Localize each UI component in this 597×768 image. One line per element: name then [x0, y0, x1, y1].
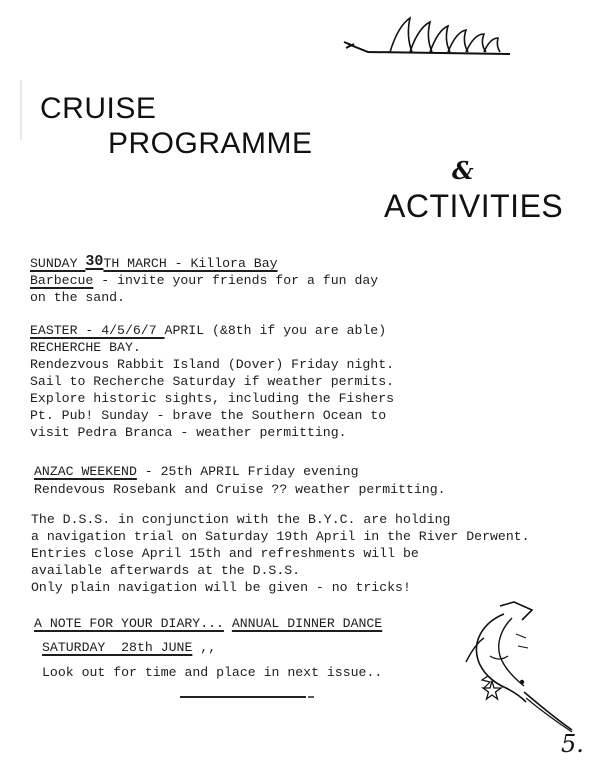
anzac-line-2: Rendevous Rosebank and Cruise ?? weather permitting. — [34, 482, 446, 497]
diary-note: A NOTE FOR YOUR DIARY... — [34, 616, 224, 631]
sunday-title — [30, 255, 278, 272]
sunday-line-3: on the sand. — [30, 290, 125, 305]
easter-body-line: Pt. Pub! Sunday - brave the Southern Ocean to — [30, 408, 387, 423]
diary-date: SATURDAY 28th JUNE — [42, 640, 193, 655]
page-number: 5. — [561, 730, 584, 758]
sunday-title-num: 30 — [85, 253, 104, 270]
easter-title-rest: APRIL (&8th if you are able) — [164, 323, 387, 338]
diary-event: ANNUAL DINNER DANCE — [231, 616, 383, 631]
easter-body-line: Explore historic sights, including the Fishers — [30, 391, 395, 406]
sailboats-illustration — [340, 14, 515, 64]
easter-title — [30, 322, 386, 339]
anzac-title — [34, 463, 358, 480]
heading-ampersand: & — [452, 156, 474, 185]
sunday-barbecue: Barbecue — [30, 273, 94, 288]
starfish-icon — [482, 680, 502, 700]
heading-activities: ACTIVITIES — [384, 188, 564, 224]
easter-body-line: Sail to Recherche Saturday if weather permits. — [30, 374, 395, 389]
easter-dates: EASTER - 4/5/6/7 — [30, 323, 165, 338]
easter-body-line: Rendezvous Rabbit Island (Dover) Friday night. — [30, 357, 395, 372]
navigation-line: Only plain navigation will be given - no tricks! — [31, 580, 411, 595]
diary-note-line — [34, 615, 382, 632]
heading-programme: PROGRAMME — [108, 127, 313, 160]
navigation-line: The D.S.S. in conjunction with the B.Y.C. are holding — [31, 512, 451, 527]
easter-body-line: visit Pedra Branca - weather permitting. — [30, 425, 347, 440]
anzac-weekend: ANZAC WEEKEND — [34, 464, 137, 479]
navigation-line: a navigation trial on Saturday 19th April in the River Derwent. — [31, 529, 530, 544]
easter-subtitle: RECHERCHE BAY. — [30, 340, 141, 355]
navigation-line: available afterwards at the D.S.S. — [31, 563, 301, 578]
bottom-divider — [178, 694, 318, 700]
diary-footer: Look out for time and place in next issue.. — [42, 665, 383, 680]
margin-mark — [20, 80, 24, 140]
diary-date-line — [42, 639, 216, 656]
sunday-title-pre: SUNDAY — [30, 256, 86, 271]
navigation-line: Entries close April 15th and refreshments will be — [31, 546, 419, 561]
swordfish-illustration — [460, 598, 580, 748]
sunday-line-2 — [30, 272, 378, 289]
heading-cruise: CRUISE — [40, 92, 157, 125]
sunday-title-post: TH MARCH - Killora Bay — [103, 256, 278, 271]
sunday-invite: - invite your friends for a fun day — [93, 273, 379, 288]
diary-date-suffix: ,, — [192, 640, 217, 655]
anzac-title-rest: - 25th APRIL Friday evening — [136, 464, 359, 479]
